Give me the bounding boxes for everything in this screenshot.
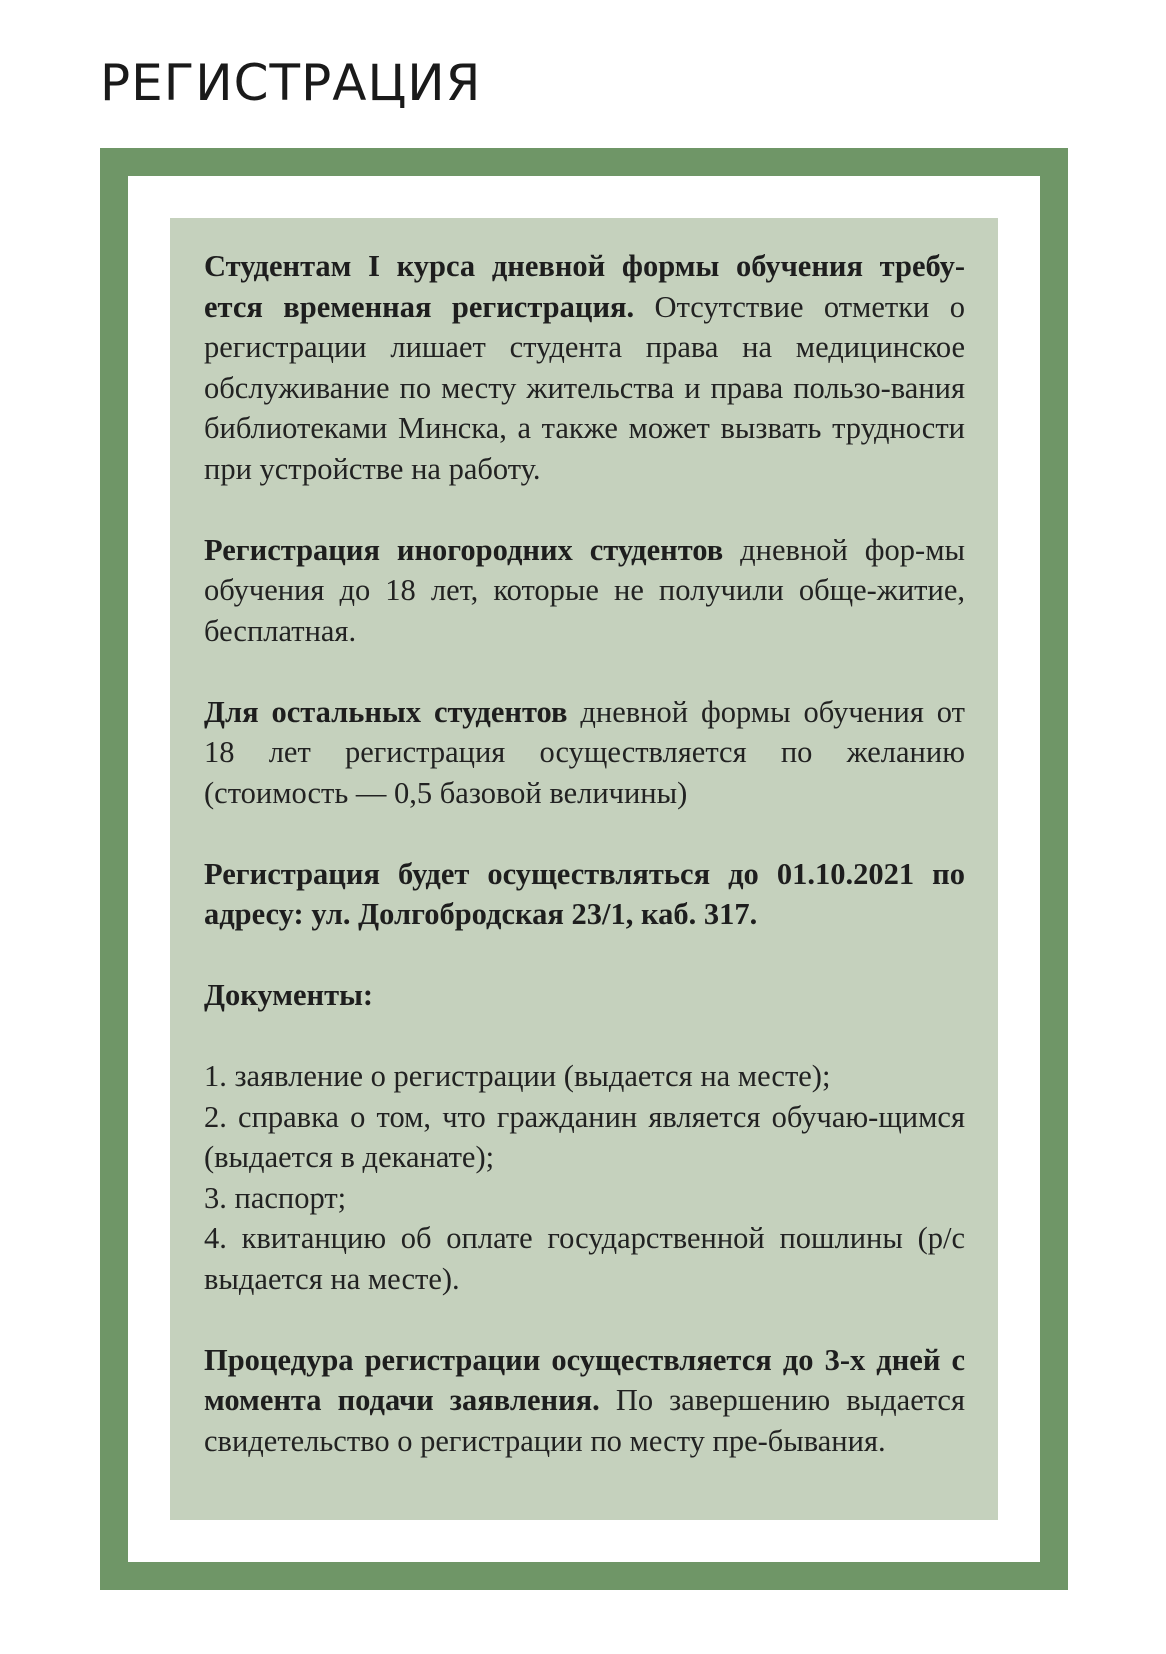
documents-heading-text: Документы: <box>204 978 374 1012</box>
paragraph-text: Отсутствие отметки о регистрации лишает студента права на медицинское обслуживание по месту жительства и права пользо-вания библиотеками Минска, а также может вызвать трудности при устройстве на работу. <box>204 289 965 486</box>
paragraph-text: дневной фор-мы обучения до 18 лет, которые не получили обще-житие, бесплатная. <box>204 532 965 648</box>
list-item: 4. квитанцию об оплате государственной пошлины (р/с выдается на месте). <box>204 1221 965 1296</box>
paragraph-bold-lead: Регистрация будет осуществляться до 01.10.2021 по адресу: ул. Долгобродская 23/1, каб. 317. <box>204 856 965 931</box>
info-panel <box>170 218 998 1520</box>
paragraph-text: дневной формы обучения от 18 лет регистрация осуществляется по желанию (стоимость — 0,5 базовой величины) <box>204 694 965 810</box>
paragraph-first-year-registration <box>204 246 965 489</box>
documents-heading <box>204 975 965 1016</box>
paragraph-text: По завершению выдается свидетельство о регистрации по месту пре-бывания. <box>204 1383 965 1458</box>
paragraph-procedure <box>204 1340 965 1462</box>
paragraph-other-students <box>204 692 965 814</box>
list-item: 2. справка о том, что гражданин является обучаю-щимся (выдается в деканате); <box>204 1099 965 1174</box>
paragraph-bold-lead: Для остальных студентов <box>204 694 568 729</box>
documents-list <box>204 1056 965 1299</box>
paragraph-bold-lead: Процедура регистрации осуществляется до 3-х дней с момента подачи заявления. <box>204 1342 965 1417</box>
list-item: 3. паспорт; <box>204 1180 347 1215</box>
paragraph-registration-address <box>204 854 965 935</box>
page-title: РЕГИСТРАЦИЯ <box>100 54 482 112</box>
paragraph-bold-lead: Студентам I курса дневной формы обучения требу-ется временная регистрация. <box>204 249 965 324</box>
paragraph-nonresident-students <box>204 530 965 652</box>
list-item: 1. заявление о регистрации (выдается на месте); <box>204 1059 831 1093</box>
paragraph-bold-lead: Регистрация иногородних студентов <box>204 532 724 567</box>
